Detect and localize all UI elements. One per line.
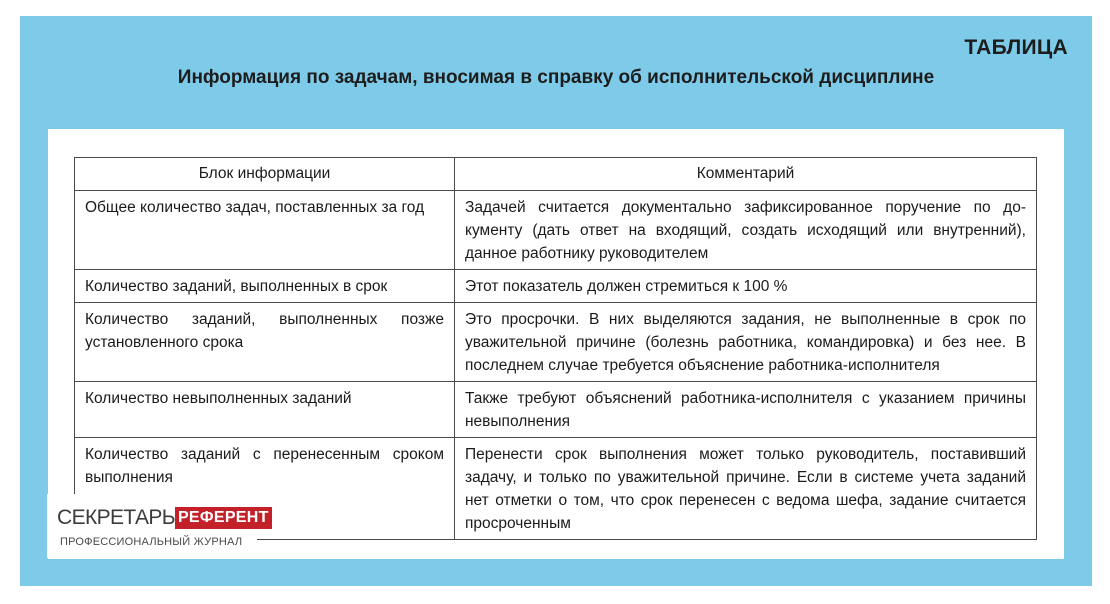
- logo-subtitle: ПРОФЕССИОНАЛЬНЫЙ ЖУРНАЛ: [60, 536, 243, 548]
- journal-logo: [47, 494, 269, 558]
- block-cell: Общее количество задач, поставленных за год: [75, 191, 455, 270]
- table-row: [75, 191, 1037, 270]
- block-cell: Количество заданий, выполненных в срок: [75, 270, 455, 303]
- comment-cell: Также требуют объяснений работника-исполнителя с указанием причины невыполнения: [455, 382, 1037, 438]
- block-cell: Количество заданий с перенесенным сроком выполнения: [75, 438, 455, 540]
- info-table: [74, 157, 1037, 540]
- page-title: Информация по задачам, вносимая в справку об исполнительской дисциплине: [177, 67, 935, 88]
- logo-part-2: РЕФЕРЕНТ: [175, 507, 272, 529]
- comment-cell: Это просрочки. В них выделяются задания, не выполненные в срок по уважительной причине (болезнь работника, командировка) и без нее. В последнем случае требуется объяснение работника-исполнителя: [455, 303, 1037, 382]
- block-cell: Количество заданий, выполненных позже установленного срока: [75, 303, 455, 382]
- table-tag: ТАБЛИЦА: [964, 36, 1068, 59]
- column-header-comment: Комментарий: [455, 158, 1037, 191]
- comment-cell: Этот показатель должен стремиться к 100 %: [455, 270, 1037, 303]
- comment-cell: Перенести срок выполнения может только руководитель, поставивший задачу, и только по уважительной причине. Если в системе учета заданий нет отметки о том, что срок перенесен с ведома шефа, задание считается просроченным: [455, 438, 1037, 540]
- column-header-block: Блок информации: [75, 158, 455, 191]
- table-header-row: [75, 158, 1037, 191]
- block-cell: Количество невыполненных заданий: [75, 382, 455, 438]
- logo-part-1: СЕКРЕТАРЬ: [57, 506, 175, 529]
- table-row: [75, 303, 1037, 382]
- table-row: [75, 382, 1037, 438]
- table-row: [75, 270, 1037, 303]
- logo-wordmark: [57, 506, 272, 532]
- comment-cell: Задачей считается документально зафиксированное поручение по документу (дать ответ на входящий, создать исходящий или внутренний), данное работнику руководителем: [455, 191, 1037, 270]
